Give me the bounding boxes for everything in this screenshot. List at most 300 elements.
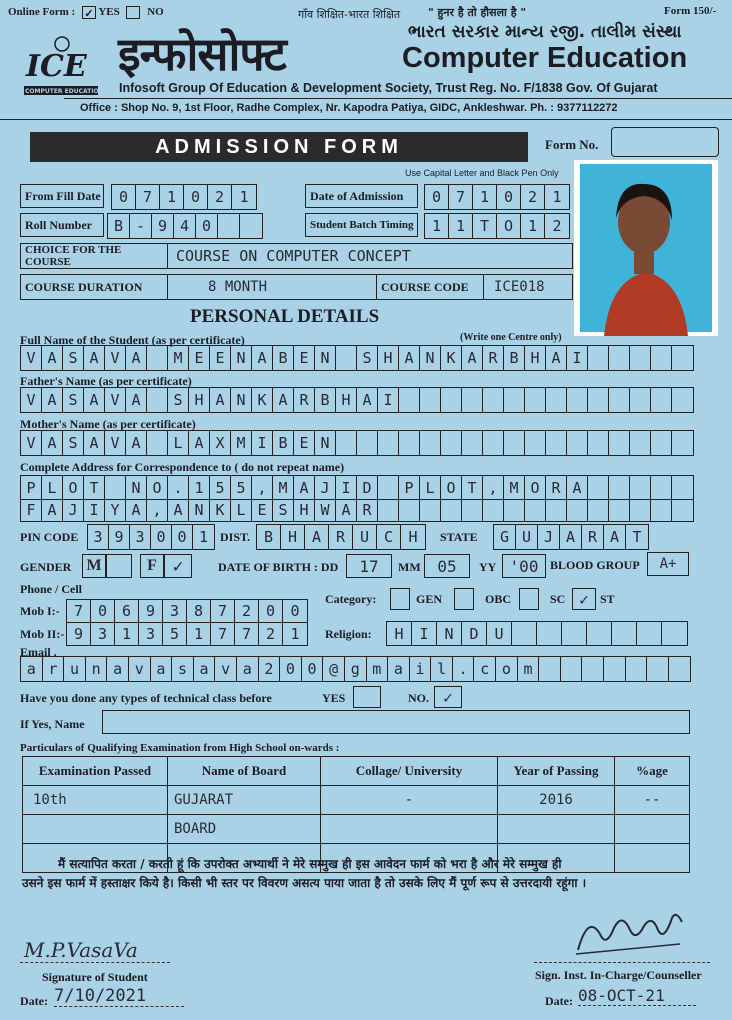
- char-cell: R: [329, 525, 353, 549]
- char-cell: A: [560, 525, 582, 549]
- char-cell: [588, 498, 609, 521]
- char-cell: 2: [552, 217, 562, 235]
- char-cell: A: [252, 346, 273, 370]
- course-choice-label: CHOICE FOR THE COURSE: [21, 244, 168, 268]
- char-cell: [441, 498, 462, 521]
- char-cell: L: [168, 431, 189, 455]
- char-cell: a: [107, 657, 129, 681]
- char-cell: 0: [172, 525, 193, 549]
- char-cell: A: [210, 388, 231, 412]
- table-row[interactable]: [23, 786, 690, 815]
- char-cell: A: [42, 388, 63, 412]
- char-cell: 7: [235, 623, 259, 645]
- char-cell: [420, 431, 441, 455]
- char-cell: A: [42, 346, 63, 370]
- char-cell: 5: [210, 476, 231, 499]
- batch-timing-label: Student Batch Timing: [305, 213, 418, 237]
- char-cell: N: [437, 622, 462, 645]
- char-cell: A: [567, 476, 588, 499]
- char-cell: [669, 657, 691, 681]
- pin-code-field[interactable]: [87, 524, 215, 550]
- char-cell: s: [172, 657, 194, 681]
- char-cell: A: [189, 431, 210, 455]
- char-cell: A: [399, 346, 420, 370]
- char-cell: 3: [139, 623, 163, 645]
- char-cell: B: [504, 346, 525, 370]
- table-cell: [23, 815, 168, 844]
- char-cell: l: [431, 657, 453, 681]
- char-cell: [504, 431, 525, 455]
- char-cell: 1: [160, 185, 184, 209]
- char-cell: -: [130, 214, 152, 238]
- char-cell: E: [252, 498, 273, 521]
- char-cell: O: [63, 476, 84, 499]
- online-yes-label: YES: [98, 6, 120, 19]
- char-cell: K: [441, 346, 462, 370]
- father-name-field[interactable]: [20, 387, 694, 413]
- from-fill-date-label: From Fill Date: [20, 184, 104, 208]
- char-cell: 1: [449, 214, 473, 238]
- char-cell: I: [567, 346, 588, 370]
- tech-no-checkbox[interactable]: ✓: [434, 686, 462, 708]
- char-cell: [546, 431, 567, 455]
- char-cell: [567, 498, 588, 521]
- course-code-value: ICE018: [494, 279, 545, 295]
- address-line2-field[interactable]: [20, 498, 694, 522]
- course-duration-value: 8 MONTH: [168, 275, 377, 299]
- tech-yes-label: YES: [322, 691, 346, 705]
- incharge-date-value: 08-OCT-21: [578, 986, 696, 1006]
- char-cell: 8: [187, 600, 211, 622]
- char-cell: 1: [552, 188, 562, 206]
- col-year: Year of Passing: [498, 757, 615, 786]
- society-line: Infosoft Group Of Education & Development Society, Trust Reg. No. F/1838 Gov. Of Gujarat: [119, 81, 658, 95]
- table-cell: [615, 844, 690, 873]
- char-cell: O: [441, 476, 462, 499]
- char-cell: A: [357, 388, 378, 412]
- char-cell: [588, 431, 609, 455]
- char-cell: 9: [152, 214, 174, 238]
- cat-gen-checkbox[interactable]: [390, 588, 410, 610]
- char-cell: T: [84, 476, 105, 499]
- char-cell: V: [21, 346, 42, 370]
- char-cell: @: [323, 657, 345, 681]
- slogan-hunar: " हुनर है तो हौसला है ": [428, 6, 527, 19]
- online-yes-checkbox[interactable]: ✓: [82, 6, 96, 19]
- char-cell: 1: [115, 623, 139, 645]
- char-cell: 3: [88, 525, 109, 549]
- incharge-signature: [570, 904, 690, 969]
- char-cell: [462, 498, 483, 521]
- char-cell: g: [345, 657, 367, 681]
- char-cell: [504, 498, 525, 521]
- char-cell: [546, 388, 567, 412]
- table-cell: -: [321, 786, 498, 815]
- char-cell: 5: [163, 623, 187, 645]
- date-of-admission-label: Date of Admission: [305, 184, 418, 208]
- gender-label: GENDER: [20, 560, 72, 574]
- char-cell: A: [273, 388, 294, 412]
- cat-st-checkbox[interactable]: ✓: [572, 588, 596, 610]
- char-cell: N: [189, 498, 210, 521]
- mother-name-field[interactable]: [20, 430, 694, 456]
- char-cell: 2: [208, 185, 232, 209]
- char-cell: J: [538, 525, 560, 549]
- char-cell: [630, 476, 651, 499]
- char-cell: H: [189, 388, 210, 412]
- char-cell: [588, 476, 609, 499]
- blood-group-field[interactable]: A+: [647, 552, 689, 576]
- phone-label: Phone / Cell: [20, 582, 82, 596]
- char-cell: [647, 657, 669, 681]
- pin-code-label: PIN CODE: [20, 530, 79, 544]
- char-cell: U: [516, 525, 538, 549]
- mob1-field[interactable]: [66, 599, 308, 623]
- char-cell: [525, 498, 546, 521]
- photo-image: [574, 160, 718, 336]
- header-divider-2: [0, 119, 732, 120]
- char-cell: 7: [211, 623, 235, 645]
- char-cell: N: [231, 346, 252, 370]
- char-cell: A: [294, 476, 315, 499]
- char-cell: H: [281, 525, 305, 549]
- char-cell: [662, 622, 687, 645]
- char-cell: 7: [67, 600, 91, 622]
- char-cell: I: [378, 388, 399, 412]
- char-cell: 3: [91, 623, 115, 645]
- tech-yes-checkbox[interactable]: [353, 686, 381, 708]
- table-cell: 2016: [498, 786, 615, 815]
- char-cell: 2: [235, 600, 259, 622]
- char-cell: .: [168, 476, 189, 499]
- char-cell: L: [42, 476, 63, 499]
- char-cell: [672, 498, 693, 521]
- char-cell: [378, 476, 399, 499]
- char-cell: 3: [163, 600, 187, 622]
- char-cell: [105, 476, 126, 499]
- char-cell: [672, 476, 693, 499]
- address-line1-field[interactable]: [20, 475, 694, 500]
- char-cell: O: [497, 214, 521, 238]
- char-cell: S: [168, 388, 189, 412]
- char-cell: C: [377, 525, 401, 549]
- online-form-label: Online Form :: [8, 6, 76, 19]
- char-cell: [525, 388, 546, 412]
- signature-scribble-icon: [570, 904, 690, 964]
- char-cell: ,: [147, 498, 168, 521]
- dob-month-field[interactable]: 05: [424, 554, 470, 578]
- char-cell: X: [210, 431, 231, 455]
- col-percentage: %age: [615, 757, 690, 786]
- char-cell: P: [21, 476, 42, 499]
- table-cell: [498, 815, 615, 844]
- char-cell: [637, 622, 662, 645]
- char-cell: [399, 431, 420, 455]
- char-cell: [378, 498, 399, 521]
- char-cell: [672, 431, 693, 455]
- form-fee: Form 150/-: [664, 5, 717, 17]
- char-cell: m: [367, 657, 389, 681]
- gender-m-label: M: [82, 554, 106, 578]
- declaration-line1: मैं सत्यापित करता / करती हूं कि उपरोक्त अभ्यार्थी ने मेरे सम्मुख ही इस आवेदन फार्म को भरा है और मेरे सम्मुख ही: [58, 857, 562, 871]
- char-cell: a: [194, 657, 216, 681]
- char-cell: .: [453, 657, 475, 681]
- online-no-label: NO: [147, 6, 164, 19]
- online-no-checkbox[interactable]: [126, 6, 140, 19]
- col-university: Collage/ University: [321, 757, 498, 786]
- cat-obc-checkbox[interactable]: [454, 588, 474, 610]
- char-cell: [525, 431, 546, 455]
- char-cell: A: [604, 525, 626, 549]
- char-cell: 0: [425, 185, 449, 209]
- student-date-value: 7/10/2021: [54, 986, 184, 1007]
- religion-label: Religion:: [325, 627, 372, 641]
- dist-field[interactable]: [256, 524, 426, 550]
- date-of-admission-field[interactable]: [424, 184, 570, 210]
- char-cell: ,: [252, 476, 273, 499]
- char-cell: T: [473, 214, 497, 238]
- char-cell: [672, 388, 693, 412]
- char-cell: 9: [109, 525, 130, 549]
- course-duration-row[interactable]: [20, 274, 573, 300]
- char-cell: [567, 388, 588, 412]
- address-label: Complete Address for Correspondence to ( do not repeat name): [20, 460, 345, 474]
- char-cell: 3: [130, 525, 151, 549]
- char-cell: [147, 388, 168, 412]
- state-label: STATE: [440, 530, 478, 544]
- char-cell: 1: [187, 623, 211, 645]
- gender-f-checkbox[interactable]: ✓: [164, 554, 192, 578]
- technical-label: Have you done any types of technical class before: [20, 691, 272, 705]
- char-cell: J: [315, 476, 336, 499]
- char-cell: S: [273, 498, 294, 521]
- char-cell: H: [525, 346, 546, 370]
- gender-m-checkbox[interactable]: [106, 554, 132, 578]
- form-no-field[interactable]: [611, 127, 719, 157]
- char-cell: O: [525, 476, 546, 499]
- char-cell: V: [105, 346, 126, 370]
- slogan-hindi: गाँव शिक्षित-भारत शिक्षित: [298, 8, 401, 21]
- table-row[interactable]: [23, 815, 690, 844]
- char-cell: [651, 498, 672, 521]
- char-cell: [539, 657, 561, 681]
- char-cell: [609, 346, 630, 370]
- char-cell: L: [231, 498, 252, 521]
- char-cell: 0: [151, 525, 172, 549]
- incharge-date-label: Date:: [545, 994, 573, 1008]
- char-cell: I: [412, 622, 437, 645]
- char-cell: [630, 498, 651, 521]
- govt-tagline: ભારત સરકાર માન્ય રજી. તાલીમ સંસ્થા: [408, 22, 682, 42]
- char-cell: 6: [115, 600, 139, 622]
- char-cell: 0: [290, 602, 300, 620]
- char-cell: A: [42, 498, 63, 521]
- char-cell: 1: [290, 625, 300, 643]
- email-label: Email .: [20, 645, 57, 659]
- table-cell: 10th: [23, 786, 168, 815]
- char-cell: I: [252, 431, 273, 455]
- char-cell: A: [84, 431, 105, 455]
- char-cell: V: [105, 431, 126, 455]
- char-cell: a: [151, 657, 173, 681]
- email-field[interactable]: [20, 656, 691, 682]
- char-cell: [399, 498, 420, 521]
- char-cell: 2: [259, 657, 281, 681]
- char-cell: A: [84, 346, 105, 370]
- qualifications-label: Particulars of Qualifying Examination from High School on-wards :: [20, 742, 340, 754]
- char-cell: 1: [521, 214, 545, 238]
- char-cell: N: [420, 346, 441, 370]
- char-cell: F: [21, 498, 42, 521]
- from-fill-date-field[interactable]: [111, 184, 257, 210]
- incharge-label: Sign. Inst. In-Charge/Counseller: [535, 968, 702, 982]
- char-cell: 4: [174, 214, 196, 238]
- incharge-sign-line: [534, 962, 710, 963]
- char-cell: [609, 476, 630, 499]
- char-cell: m: [518, 657, 540, 681]
- student-photo: [574, 160, 718, 336]
- char-cell: v: [215, 657, 237, 681]
- char-cell: V: [21, 431, 42, 455]
- table-cell: [321, 815, 498, 844]
- full-name-field[interactable]: [20, 345, 694, 371]
- student-sign-line: [20, 962, 170, 963]
- char-cell: 1: [425, 214, 449, 238]
- char-cell: H: [294, 498, 315, 521]
- char-cell: [609, 498, 630, 521]
- course-duration-label: COURSE DURATION: [21, 275, 168, 299]
- char-cell: A: [462, 346, 483, 370]
- char-cell: S: [63, 431, 84, 455]
- char-cell: 9: [139, 600, 163, 622]
- char-cell: I: [336, 476, 357, 499]
- table-cell: --: [615, 786, 690, 815]
- if-yes-field[interactable]: [102, 710, 690, 734]
- char-cell: ,: [483, 476, 504, 499]
- char-cell: [609, 431, 630, 455]
- batch-timing-field[interactable]: [424, 213, 570, 239]
- char-cell: o: [496, 657, 518, 681]
- dob-year-field[interactable]: '00: [502, 554, 546, 578]
- char-cell: A: [336, 498, 357, 521]
- form-title: ADMISSION FORM: [30, 132, 528, 162]
- char-cell: [147, 346, 168, 370]
- char-cell: 0: [302, 657, 324, 681]
- char-cell: W: [315, 498, 336, 521]
- char-cell: A: [126, 498, 147, 521]
- char-cell: R: [582, 525, 604, 549]
- char-cell: S: [357, 346, 378, 370]
- capital-letter-note: Use Capital Letter and Black Pen Only: [405, 168, 559, 178]
- char-cell: [483, 498, 504, 521]
- cat-gen-label: GEN: [416, 592, 443, 606]
- char-cell: [567, 431, 588, 455]
- char-cell: U: [487, 622, 512, 645]
- char-cell: [462, 388, 483, 412]
- religion-field[interactable]: [386, 621, 688, 646]
- char-cell: M: [504, 476, 525, 499]
- char-cell: v: [129, 657, 151, 681]
- char-cell: 0: [259, 600, 283, 622]
- char-cell: N: [231, 388, 252, 412]
- char-cell: B: [273, 431, 294, 455]
- char-cell: 0: [196, 214, 218, 238]
- course-choice-row[interactable]: [20, 243, 573, 269]
- roll-number-field[interactable]: [107, 213, 263, 239]
- full-name-label: Full Name of the Student (as per certificate): [20, 333, 245, 347]
- char-cell: B: [257, 525, 281, 549]
- char-cell: U: [353, 525, 377, 549]
- char-cell: [651, 431, 672, 455]
- char-cell: 9: [67, 623, 91, 645]
- logo-text: ICE: [26, 49, 87, 84]
- char-cell: [441, 388, 462, 412]
- char-cell: P: [399, 476, 420, 499]
- char-cell: 2: [259, 623, 283, 645]
- char-cell: A: [126, 388, 147, 412]
- char-cell: [147, 431, 168, 455]
- dob-month-label: MM: [398, 560, 421, 574]
- char-cell: I: [84, 498, 105, 521]
- cat-sc-checkbox[interactable]: [519, 588, 539, 610]
- char-cell: [604, 657, 626, 681]
- category-label: Category:: [325, 592, 377, 606]
- state-field[interactable]: [493, 524, 649, 550]
- char-cell: [582, 657, 604, 681]
- office-address: Office : Shop No. 9, 1st Floor, Radhe Complex, Nr. Kapodra Patiya, GIDC, Ankleshwar. Ph. : 9377112272: [80, 102, 618, 114]
- char-cell: M: [273, 476, 294, 499]
- header-divider: [64, 98, 732, 99]
- char-cell: R: [294, 388, 315, 412]
- char-cell: [399, 388, 420, 412]
- blood-group-label: BLOOD GROUP: [550, 558, 640, 572]
- table-cell: [615, 815, 690, 844]
- char-cell: [651, 476, 672, 499]
- char-cell: 7: [211, 600, 235, 622]
- mob2-field[interactable]: [66, 622, 308, 646]
- roll-number-label: Roll Number: [20, 213, 104, 237]
- dob-day-field[interactable]: 17: [346, 554, 392, 578]
- char-cell: L: [420, 476, 441, 499]
- char-cell: E: [210, 346, 231, 370]
- brand-english: Computer Education: [402, 42, 688, 74]
- char-cell: [537, 622, 562, 645]
- char-cell: a: [388, 657, 410, 681]
- char-cell: N: [315, 346, 336, 370]
- online-form-row: [8, 6, 164, 19]
- char-cell: 1: [198, 528, 209, 546]
- char-cell: H: [378, 346, 399, 370]
- char-cell: O: [147, 476, 168, 499]
- father-name-label: Father's Name (as per certificate): [20, 374, 192, 388]
- char-cell: n: [86, 657, 108, 681]
- char-cell: B: [315, 388, 336, 412]
- col-exam-passed: Examination Passed: [23, 757, 168, 786]
- cat-sc-label: SC: [550, 592, 566, 606]
- declaration-line2: उसने इस फार्म में हस्ताक्षर किये है। किसी भी स्तर पर विवरण असत्य पाया जाता है तो उसके लिए मैं पूर्ण रूप से उत्तरदायी रहूंगा ।: [22, 876, 587, 890]
- cat-st-label: ST: [600, 592, 615, 606]
- char-cell: [562, 622, 587, 645]
- char-cell: B: [108, 214, 130, 238]
- char-cell: 0: [112, 185, 136, 209]
- char-cell: [420, 388, 441, 412]
- char-cell: H: [387, 622, 412, 645]
- char-cell: [588, 346, 609, 370]
- char-cell: N: [126, 476, 147, 499]
- char-cell: 1: [473, 185, 497, 209]
- char-cell: H: [408, 528, 418, 546]
- gender-f-label: F: [140, 554, 164, 578]
